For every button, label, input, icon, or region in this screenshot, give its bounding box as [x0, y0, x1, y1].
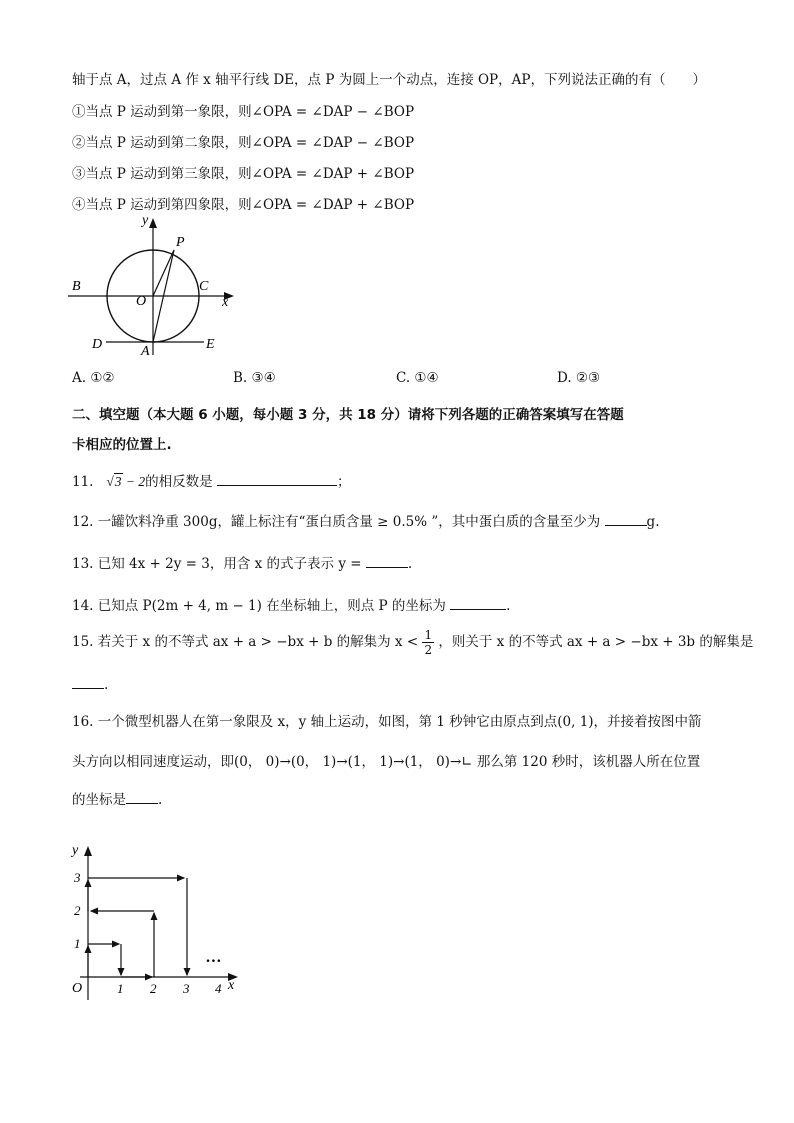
q12-answer-blank[interactable] — [605, 513, 647, 526]
question-12 — [72, 510, 659, 530]
q10-stem: 轴于点 A，过点 A 作 x 轴平行线 DE，点 P 为圆上一个动点，连接 OP，AP，下列说法正确的有（ ） — [72, 72, 706, 88]
q10-option-c: C. ①④ — [396, 370, 439, 386]
q11-text: 的相反数是 — [145, 474, 213, 490]
q16-line-1: 16. 一个微型机器人在第一象限及 x，y 轴上运动，如图，第 1 秒钟它由原点到点(0, 1)，并接着按图中箭 — [72, 714, 702, 730]
q14-text: 14. 已知点 P(2m + 4, m − 1) 在坐标轴上，则点 P 的坐标为 — [72, 598, 446, 614]
q16-robot-path-figure — [66, 838, 246, 1008]
q10-option-b: B. ③④ — [233, 370, 276, 386]
q11-number: 11. — [72, 474, 94, 490]
question-15-cont — [72, 676, 108, 693]
section-2-title-cont: 卡相应的位置上. — [72, 437, 172, 453]
q16-line-3-text: 的坐标是 — [72, 792, 126, 808]
q16-line-2: 头方向以相同速度运动，即(0， 0)→(0， 1)→(1， 1)→(1， 0)→∟ 那么第 120 秒时，该机器人所在位置 — [72, 754, 701, 770]
q13-text: 13. 已知 4x + 2y = 3，用含 x 的式子表示 y = — [72, 556, 362, 572]
question-13 — [72, 552, 412, 572]
q10-option-a: A. ①② — [72, 370, 115, 386]
fig2-ytick-3: 3 — [74, 870, 81, 885]
q11-end: ； — [336, 474, 351, 490]
q15-fraction — [422, 628, 434, 657]
fig-label-C: C — [199, 279, 209, 294]
question-15 — [72, 628, 753, 657]
fig-label-P: P — [176, 235, 185, 250]
section-2-title: 二、填空题（本大题 6 小题，每小题 3 分，共 18 分）请将下列各题的正确答案填写在答题 — [72, 407, 624, 423]
q15-end: . — [104, 677, 109, 693]
fig2-xtick-2: 2 — [150, 981, 157, 996]
fig-label-D: D — [92, 337, 103, 352]
q10-circle-figure — [66, 212, 246, 362]
q11-radicand: 3 — [114, 474, 122, 489]
q10-statement-3: ③当点 P 运动到第三象限，则∠OPA = ∠DAP + ∠BOP — [72, 166, 415, 182]
q11-answer-blank[interactable] — [217, 473, 337, 486]
fig-label-O: O — [136, 294, 147, 309]
question-11: 11. √3 − 2的相反数是 ； — [72, 474, 351, 490]
fig2-xtick-4: 4 — [215, 981, 222, 996]
fig-label-E: E — [206, 337, 215, 352]
q12-text: 12. 一罐饮料净重 300g，罐上标注有“蛋白质含量 ≥ 0.5% ”，其中蛋白质的含量至少为 — [72, 514, 601, 530]
fig-label-x: x — [222, 295, 229, 310]
q15-fraction-num: 1 — [424, 628, 433, 642]
q15-post: ，则关于 x 的不等式 ax + a > −bx + 3b 的解集是 — [438, 634, 754, 650]
q10-statement-1: ①当点 P 运动到第一象限，则∠OPA = ∠DAP − ∠BOP — [72, 104, 415, 120]
q13-answer-blank[interactable] — [366, 555, 408, 568]
fig-label-y: y — [142, 213, 149, 228]
q10-option-d: D. ②③ — [557, 370, 601, 386]
q16-answer-blank[interactable] — [126, 791, 158, 804]
q10-statement-4: ④当点 P 运动到第四象限，则∠OPA = ∠DAP + ∠BOP — [72, 197, 415, 213]
fig2-label-x: x — [228, 978, 235, 993]
q16-line-3 — [72, 788, 162, 808]
fig2-ytick-1: 1 — [74, 936, 81, 951]
q15-answer-blank[interactable] — [72, 676, 104, 689]
fig2-xtick-1: 1 — [117, 981, 124, 996]
q15-pre: 15. 若关于 x 的不等式 ax + a > −bx + b 的解集为 x < — [72, 634, 419, 650]
q11-expr-tail: − 2 — [125, 474, 146, 489]
fig2-ytick-2: 2 — [74, 903, 81, 918]
q10-statement-2: ②当点 P 运动到第二象限，则∠OPA = ∠DAP − ∠BOP — [72, 135, 415, 151]
q14-answer-blank[interactable] — [450, 597, 506, 610]
fig-label-A: A — [141, 344, 150, 359]
q15-fraction-den: 2 — [424, 643, 433, 657]
fig2-label-y: y — [72, 843, 79, 858]
fig2-ellipsis: … — [206, 949, 222, 966]
q12-end: g. — [646, 514, 660, 530]
fig2-label-O: O — [72, 981, 83, 996]
fig-label-B: B — [72, 279, 81, 294]
q16-end: . — [158, 792, 163, 808]
fig2-xtick-3: 3 — [183, 981, 190, 996]
q14-end: . — [506, 598, 511, 614]
q13-end: . — [407, 556, 413, 572]
question-14 — [72, 594, 510, 614]
